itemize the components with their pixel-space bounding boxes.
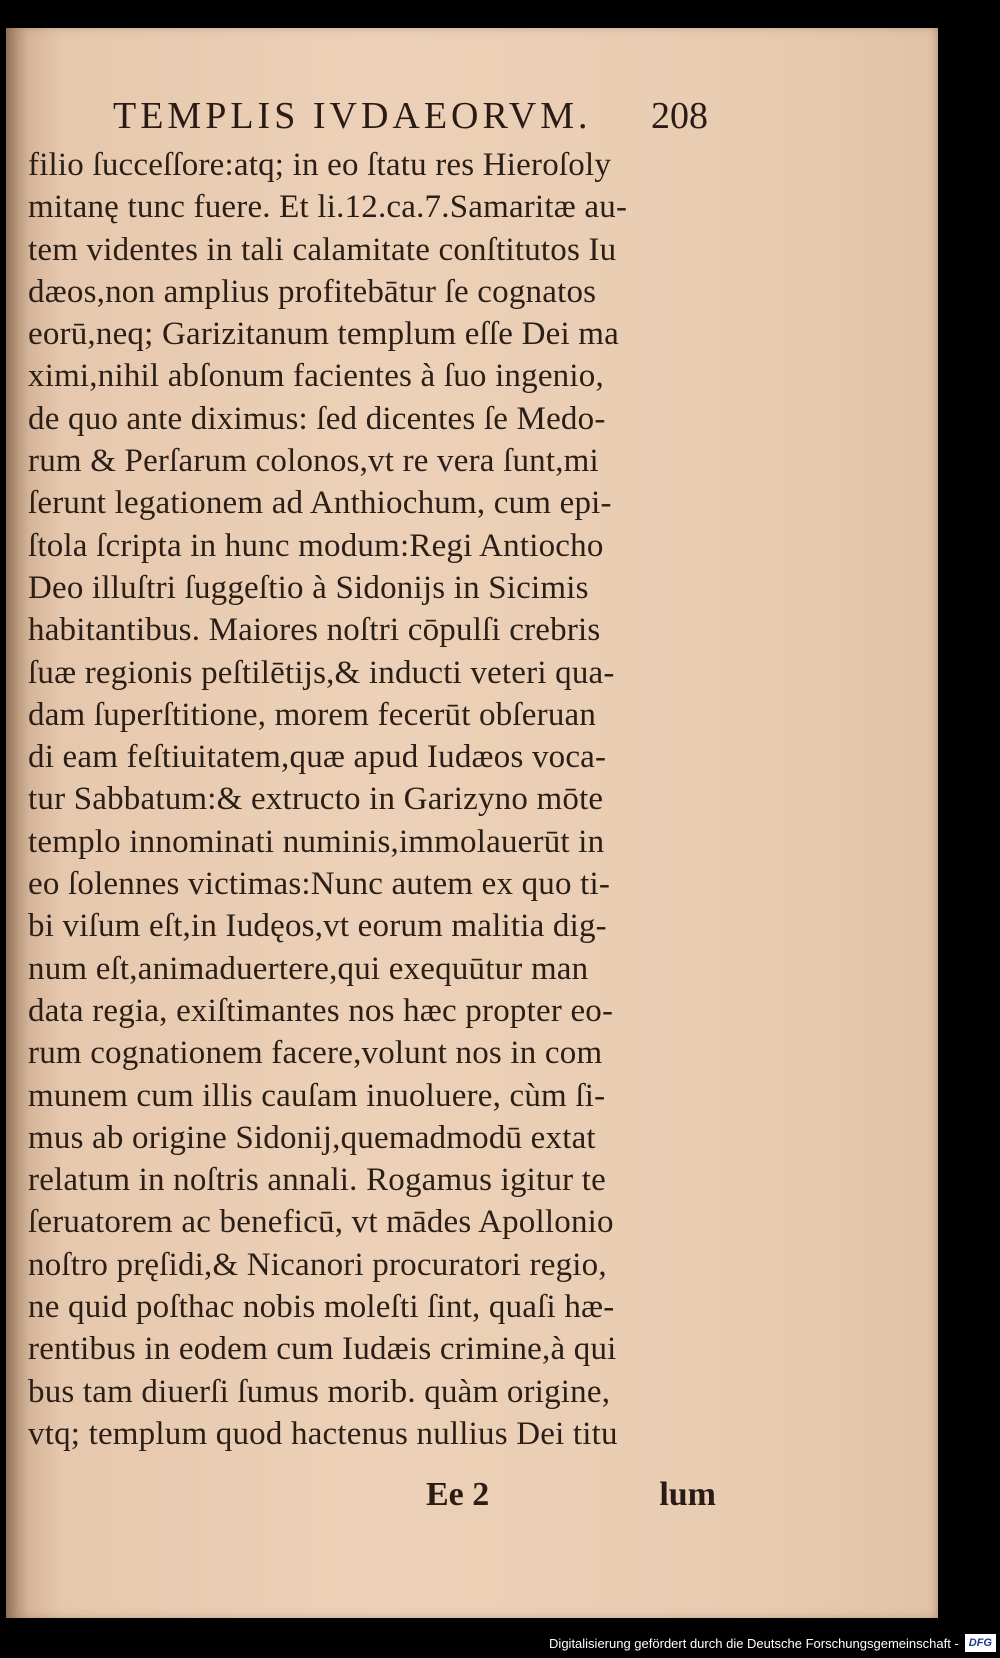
text-line: num eſt,animaduertere,qui exequūtur man	[28, 950, 589, 987]
signature-mark: Ee 2	[426, 1476, 490, 1513]
funding-credit	[549, 1632, 996, 1654]
text-line: ſtola ſcripta in hunc modum:Regi Antiocho	[28, 527, 604, 564]
page-number: 208	[651, 95, 708, 137]
text-line: Deo illuſtri ſuggeſtio à Sidonijs in Sicimis	[28, 569, 589, 606]
book-page	[6, 28, 938, 1618]
text-line: tem videntes in tali calamitate conſtitutos Iu	[28, 231, 617, 268]
text-line: data regia, exiſtimantes nos hæc propter eo-	[28, 992, 614, 1029]
text-line: bi viſum eſt,in Iudęos,vt eorum malitia dig-	[28, 908, 607, 945]
text-line: eo ſolennes victimas:Nunc autem ex quo ti-	[28, 866, 611, 903]
text-line: dæos,non amplius profitebātur ſe cognatos	[28, 273, 597, 310]
text-line: habitantibus. Maiores noſtri cōpulſi crebris	[28, 612, 601, 649]
page-header	[113, 94, 708, 144]
text-line: di eam feſtiuitatem,quæ apud Iudæos voca-	[28, 739, 607, 776]
text-line: rum cognationem facere,volunt nos in com	[28, 1035, 603, 1072]
text-line: ne quid poſthac nobis moleſti ſint, quaſi hæ-	[28, 1289, 615, 1326]
text-line: rentibus in eodem cum Iudæis crimine,à qui	[28, 1331, 617, 1368]
text-line: ſeruatorem ac beneficū, vt mādes Apollonio	[28, 1204, 614, 1241]
text-line: dam ſuperſtitione, morem fecerūt obſeruan	[28, 696, 597, 733]
running-title: TEMPLIS IVDAEORVM.	[113, 95, 592, 137]
catchword: lum	[659, 1476, 716, 1513]
text-line: ſerunt legationem ad Anthiochum, cum epi-	[28, 485, 612, 522]
text-line: templo innominati numinis,immolauerūt in	[28, 823, 605, 860]
text-line: noſtro pręſidi,& Nicanori procuratori regio,	[28, 1246, 607, 1283]
text-line: munem cum illis cauſam inuoluere, cùm ſi-	[28, 1077, 606, 1114]
text-line: relatum in noſtris annali. Rogamus igitur te	[28, 1162, 606, 1199]
text-line: mitanę tunc fuere. Et li.12.ca.7.Samaritæ au-	[28, 189, 628, 226]
text-line: ſuæ regionis peſtilētijs,& inducti veteri qua-	[28, 654, 615, 691]
page-footer	[426, 1476, 716, 1524]
text-line: filio ſucceſſore:atq; in eo ſtatu res Hieroſoly	[28, 147, 612, 183]
text-line: tur Sabbatum:& extructo in Garizyno mōte	[28, 781, 604, 818]
text-line: rum & Perſarum colonos,vt re vera ſunt,mi	[28, 443, 599, 480]
text-line: ximi,nihil abſonum facientes à ſuo ingenio,	[28, 358, 604, 395]
text-line: mus ab origine Sidonij,quemadmodū extat	[28, 1119, 596, 1156]
dfg-logo-icon: DFG	[965, 1634, 996, 1652]
page-gutter-shadow	[6, 28, 28, 1618]
text-line: vtq; templum quod hactenus nullius Dei titu	[28, 1415, 618, 1452]
body-text	[28, 144, 718, 1455]
credit-text: Digitalisierung gefördert durch die Deutsche Forschungsgemeinschaft -	[549, 1635, 959, 1651]
text-line: bus tam diuerſi ſumus morib. quàm origine,	[28, 1373, 611, 1410]
text-line: de quo ante diximus: ſed dicentes ſe Medo-	[28, 400, 606, 437]
text-line: eorū,neq; Garizitanum templum eſſe Dei ma	[28, 316, 620, 353]
